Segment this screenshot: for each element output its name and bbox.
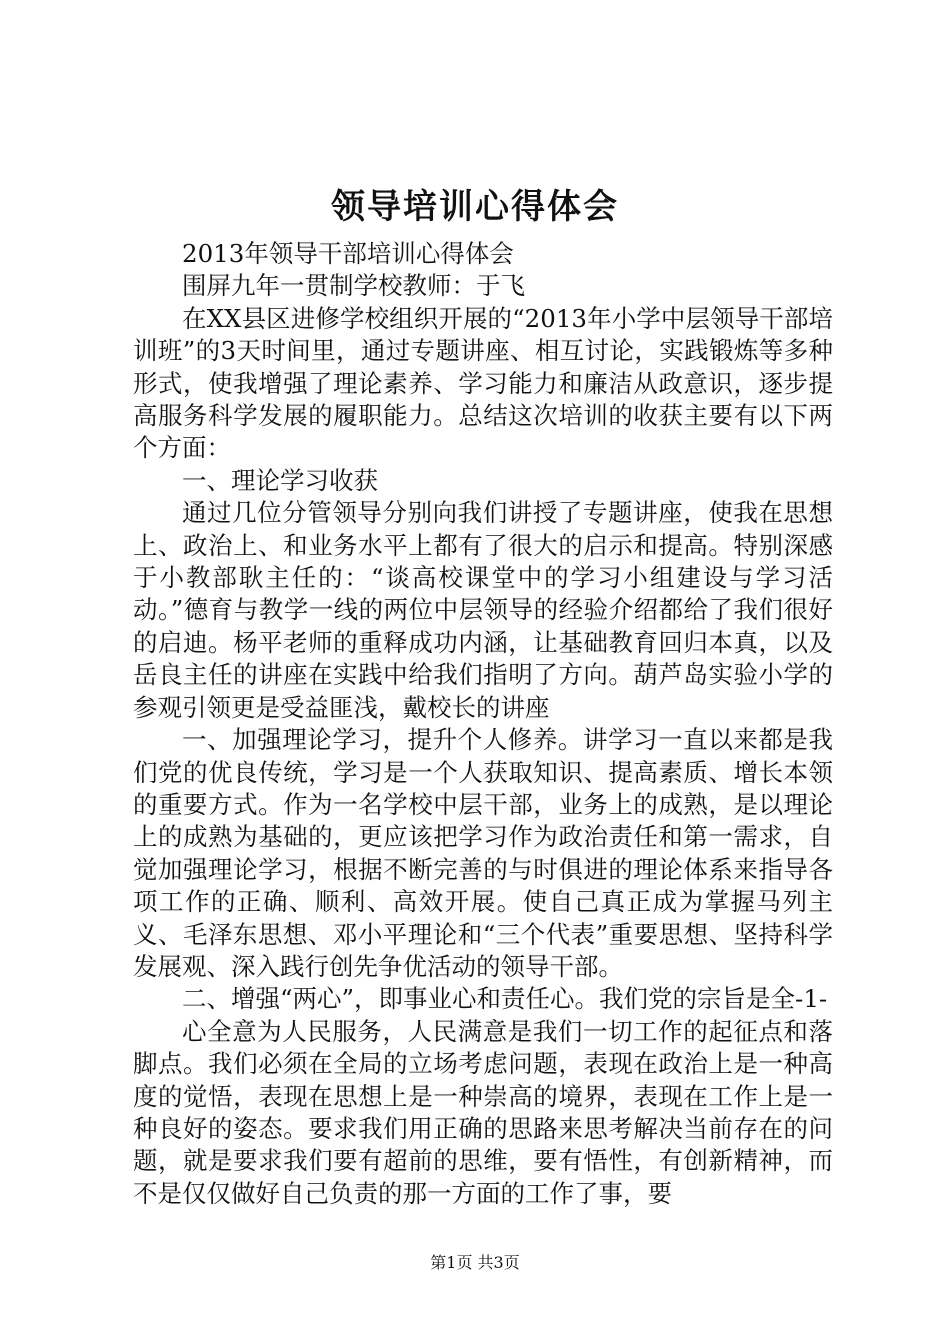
point-two-paragraph: 二、增强“两心”，即事业心和责任心。我们党的宗旨是全-1- — [182, 984, 828, 1014]
continuation-paragraph: 心全意为人民服务，人民满意是我们一切工作的起征点和落脚点。我们必须在全局的立场考虑问题，表现在政治上是一种高度的觉悟，表现在思想上是一种崇高的境界，表现在工作上是一种良好的姿态。要求我们用正确的思路来思考解决当前存在的问题，就是要求我们要有超前的思维，要有悟性，有创新精神，而不是仅仅做好自己负责的那一方面的工作了事，要 — [133, 1016, 833, 1208]
section-heading-theory: 一、理论学习收获 — [182, 465, 378, 495]
point-one-paragraph: 一、加强理论学习，提升个人修养。讲学习一直以来都是我们党的优良传统，学习是一个人获取知识、提高素质、增长本领的重要方式。作为一名学校中层干部，业务上的成熟，是以理论上的成熟为基础的，更应该把学习作为政治责任和第一需求，自觉加强理论学习，根据不断完善的与时俱进的理论体系来指导各项工作的正确、顺利、高效开展。使自己真正成为掌握马列主义、毛泽东思想、邓小平理论和“三个代表”重要思想、坚持科学发展观、深入践行创先争优活动的领导干部。 — [133, 725, 833, 981]
document-body — [133, 238, 833, 1210]
document-title: 领导培训心得体会 — [331, 187, 619, 227]
subtitle-paragraph: 2013年领导干部培训心得体会 — [182, 239, 514, 268]
intro-paragraph: 在XX县区进修学校组织开展的“2013年小学中层领导干部培训班”的3天时间里，通过专题讲座、相互讨论，实践锻炼等多种形式，使我增强了理论素养、学习能力和廉洁从政意识，逐步提高服务科学发展的履职能力。总结这次培训的收获主要有以下两个方面： — [133, 303, 833, 463]
page-footer: 第1页 共3页 — [430, 1253, 520, 1272]
theory-paragraph: 通过几位分管领导分别向我们讲授了专题讲座，使我在思想上、政治上、和业务水平上都有了很大的启示和提高。特别深感于小教部耿主任的：“谈高校课堂中的学习小组建设与学习活动。”德育与教学一线的两位中层领导的经验介绍都给了我们很好的启迪。杨平老师的重释成功内涵，让基础教育回归本真，以及岳良主任的讲座在实践中给我们指明了方向。葫芦岛实验小学的参观引领更是受益匪浅，戴校长的讲座 — [133, 498, 833, 722]
author-paragraph: 围屏九年一贯制学校教师：于飞 — [182, 271, 525, 301]
